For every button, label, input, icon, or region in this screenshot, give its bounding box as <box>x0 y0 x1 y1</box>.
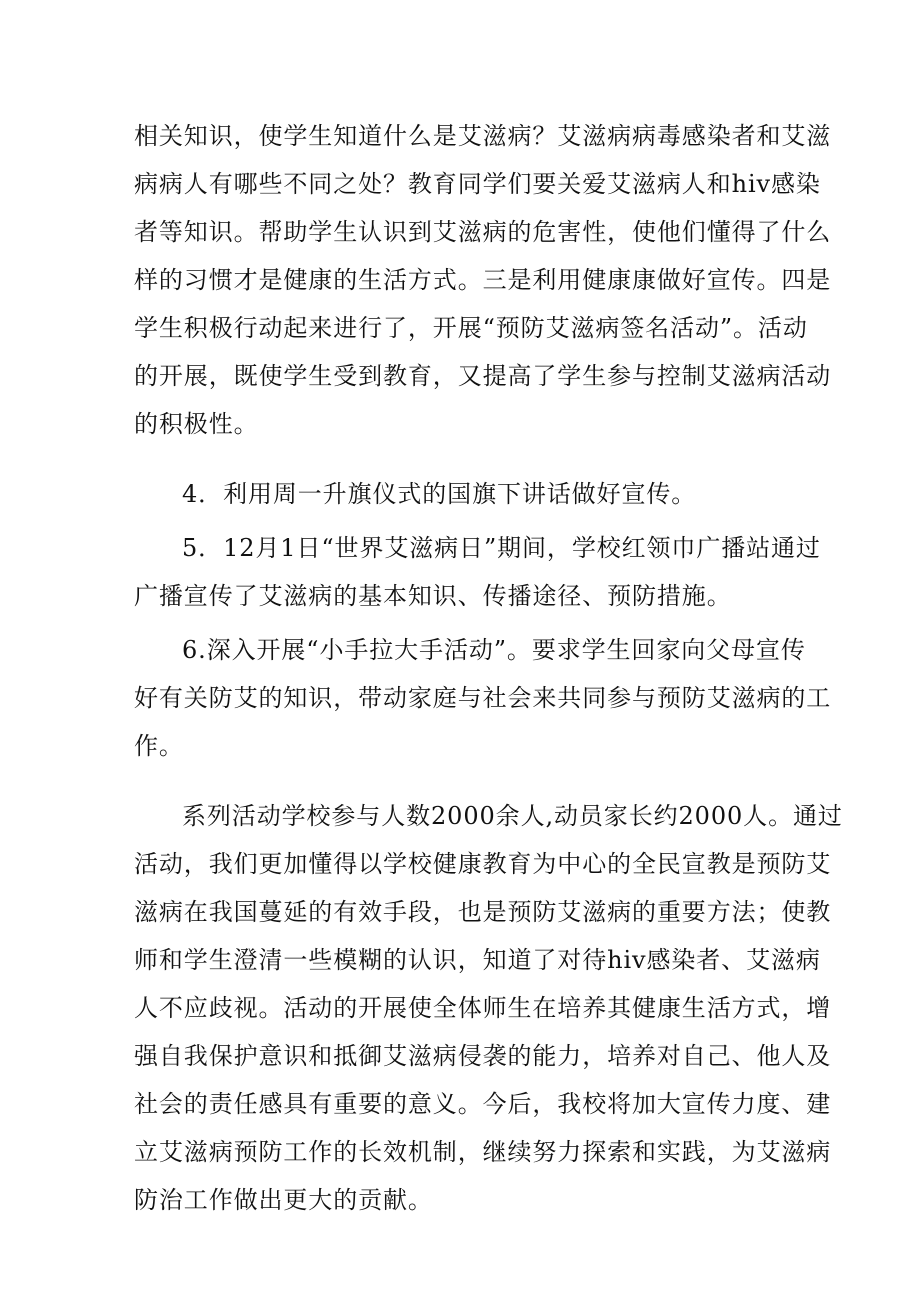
text-line: 的开展，既使学生受到教育，又提高了学生参与控制艾滋病活动 <box>134 362 832 390</box>
text-line: 好有关防艾的知识，带动家庭与社会来共同参与预防艾滋病的工 <box>134 684 832 712</box>
text-line: 强自我保护意识和抵御艾滋病侵袭的能力，培养对自己、他人及 <box>134 1042 832 1070</box>
paragraph-item-4 <box>134 470 796 518</box>
text-line: 立艾滋病预防工作的长效机制，继续努力探索和实践，为艾滋病 <box>134 1138 832 1166</box>
document-page <box>134 112 843 1224</box>
text-line: 广播宣传了艾滋病的基本知识、传播途径、预防措施。 <box>134 582 732 610</box>
text-line: 人不应歧视。活动的开展使全体师生在培养其健康生活方式，增 <box>134 994 832 1022</box>
text-line: 4．利用周一升旗仪式的国旗下讲话做好宣传。 <box>182 480 697 508</box>
text-line: 样的习惯才是健康的生活方式。三是利用健康康做好宣传。四是 <box>134 266 832 294</box>
text-line: 5．12月1日“世界艾滋病日”期间，学校红领巾广播站通过 <box>182 534 821 562</box>
paragraph-summary <box>134 792 843 1224</box>
text-line: 学生积极行动起来进行了，开展“预防艾滋病签名活动”。活动 <box>134 314 808 342</box>
text-line: 活动，我们更加懂得以学校健康教育为中心的全民宣教是预防艾 <box>134 850 832 878</box>
text-line: 作。 <box>134 732 184 760</box>
text-line: 系列活动学校参与人数2000余人,动员家长约2000人。通过 <box>182 802 843 830</box>
text-line: 者等知识。帮助学生认识到艾滋病的危害性，使他们懂得了什么 <box>134 218 832 246</box>
text-line: 的积极性。 <box>134 410 259 438</box>
paragraph-activities-continued <box>134 112 832 448</box>
paragraph-item-5 <box>134 524 821 620</box>
text-line: 病病人有哪些不同之处？教育同学们要关爱艾滋病人和hiv感染 <box>134 170 821 198</box>
text-line: 6.深入开展“小手拉大手活动”。要求学生回家向父母宣传 <box>182 636 806 664</box>
text-line: 社会的责任感具有重要的意义。今后，我校将加大宣传力度、建 <box>134 1090 832 1118</box>
paragraph-item-6 <box>134 626 832 770</box>
text-line: 防治工作做出更大的贡献。 <box>134 1186 433 1214</box>
text-line: 滋病在我国蔓延的有效手段，也是预防艾滋病的重要方法；使教 <box>134 898 832 926</box>
text-line: 相关知识，使学生知道什么是艾滋病？艾滋病病毒感染者和艾滋 <box>134 122 832 150</box>
text-line: 师和学生澄清一些模糊的认识，知道了对待hiv感染者、艾滋病 <box>134 946 821 974</box>
